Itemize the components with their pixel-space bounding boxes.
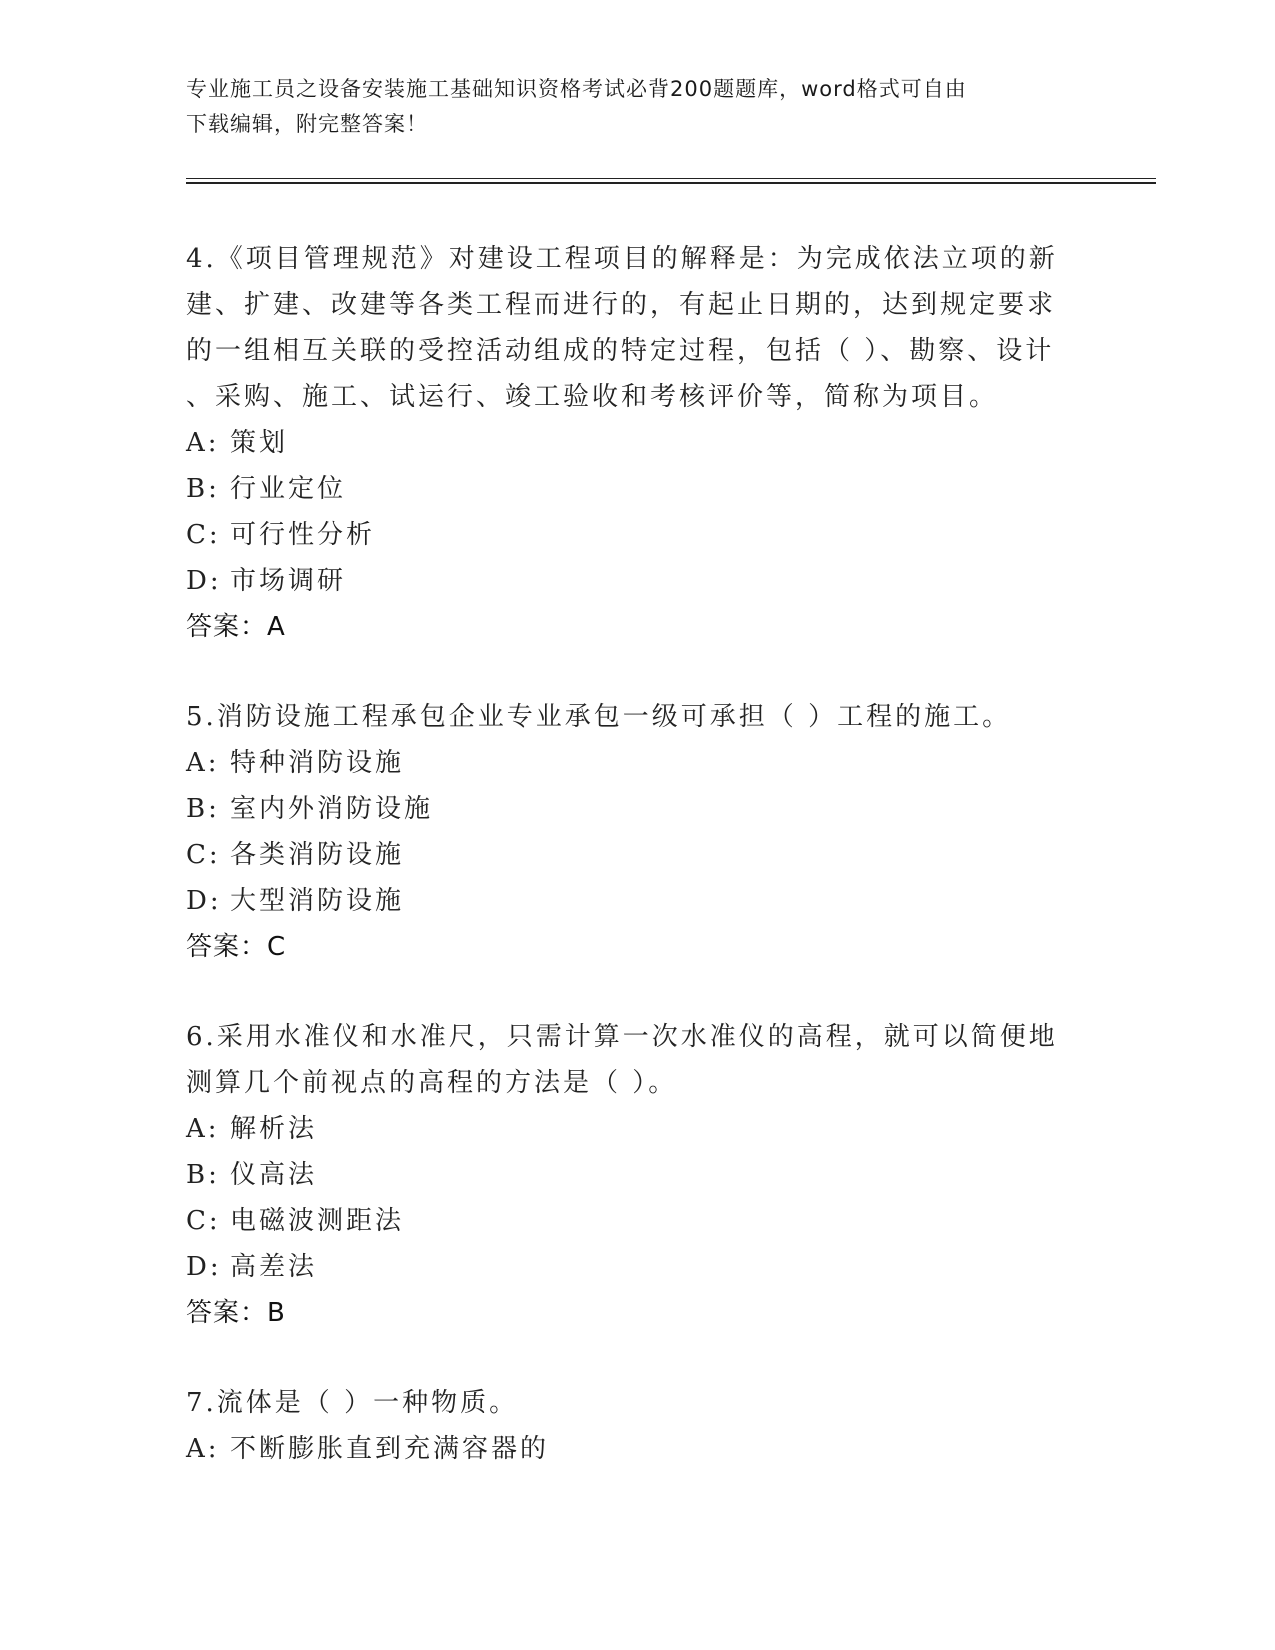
question-stem-line: 6.采用水准仪和水准尺，只需计算一次水准仪的高程，就可以简便地 [186,1022,1058,1052]
option-text: 电磁波测距法 [230,1206,405,1236]
question-stem-line: 建、扩建、改建等各类工程而进行的，有起止日期的，达到规定要求 [186,290,1057,320]
question-list [186,236,1086,1516]
answer-option [186,466,1086,512]
option-text: 解析法 [230,1114,318,1144]
option-letter: A: [186,748,220,778]
page-header [186,72,1086,142]
option-letter: A: [186,1434,220,1464]
answer-option [186,512,1086,558]
option-letter: C: [186,840,221,870]
question-block [186,1380,1086,1472]
header-line-1: 专业施工员之设备安装施工基础知识资格考试必背200题题库，word格式可自由 [186,77,967,101]
question-stem-line: 测算几个前视点的高程的方法是（ ）。 [186,1068,678,1098]
question-stem-line: 4.《项目管理规范》对建设工程项目的解释是：为完成依法立项的新 [186,244,1058,274]
question-stem-line: 5.消防设施工程承包企业专业承包一级可承担（ ）工程的施工。 [186,702,1012,732]
option-letter: B: [186,474,220,504]
option-text: 大型消防设施 [230,886,405,916]
question-stem-line: 7.流体是（ ）一种物质。 [186,1388,519,1418]
header-divider [186,178,1156,179]
answer-option [186,558,1086,604]
answer-option [186,878,1086,924]
answer-option [186,1426,1086,1472]
option-letter: D: [186,886,222,916]
question-block [186,694,1086,970]
option-letter: C: [186,1206,221,1236]
question-stem-line: 、采购、施工、试运行、竣工验收和考核评价等，简称为项目。 [186,382,999,412]
answer-option [186,1244,1086,1290]
option-text: 仪高法 [230,1160,318,1190]
option-text: 各类消防设施 [230,840,405,870]
question-block [186,1014,1086,1336]
answer-option [186,1152,1086,1198]
option-text: 行业定位 [230,474,347,504]
header-divider-thick [186,182,1156,184]
option-letter: B: [186,1160,220,1190]
header-line-2: 下载编辑，附完整答案！ [186,112,428,136]
option-text: 室内外消防设施 [230,794,434,824]
answer-option [186,420,1086,466]
answer-key: 答案：B [186,1298,286,1328]
option-text: 市场调研 [230,566,347,596]
question-block [186,236,1086,650]
option-text: 特种消防设施 [230,748,405,778]
answer-option [186,786,1086,832]
answer-key: 答案：A [186,612,286,642]
question-stem-line: 的一组相互关联的受控活动组成的特定过程，包括（ ）、勘察、设计 [186,336,1055,366]
option-letter: A: [186,428,220,458]
option-letter: A: [186,1114,220,1144]
option-text: 不断膨胀直到充满容器的 [230,1434,550,1464]
option-text: 可行性分析 [230,520,376,550]
option-text: 高差法 [230,1252,318,1282]
option-text: 策划 [230,428,289,458]
option-letter: D: [186,566,222,596]
answer-option [186,832,1086,878]
option-letter: C: [186,520,221,550]
answer-option [186,1106,1086,1152]
answer-option [186,1198,1086,1244]
option-letter: D: [186,1252,222,1282]
option-letter: B: [186,794,220,824]
answer-key: 答案：C [186,932,287,962]
answer-option [186,740,1086,786]
